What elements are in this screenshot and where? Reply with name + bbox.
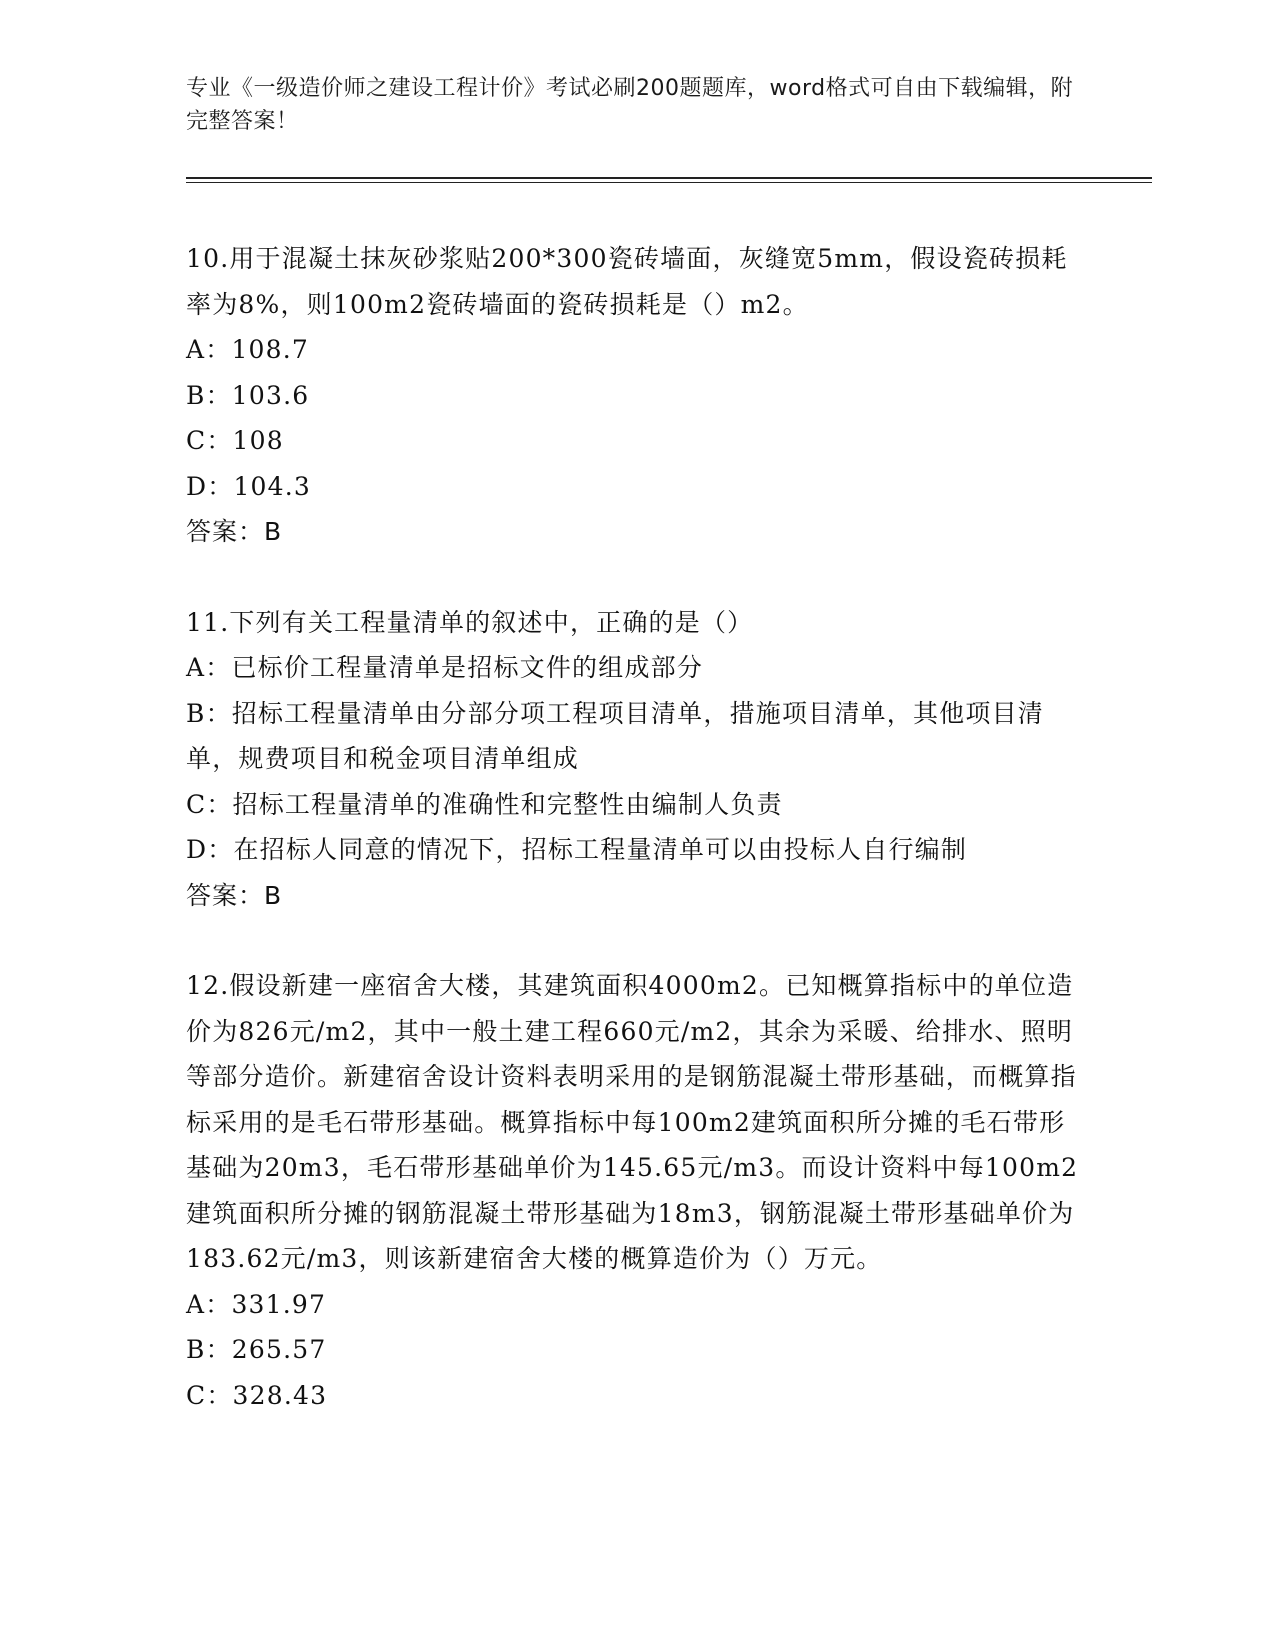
question-12 [186, 963, 1086, 1418]
question-stem: 10.用于混凝土抹灰砂浆贴200*300瓷砖墙面，灰缝宽5mm，假设瓷砖损耗率为8%，则100m2瓷砖墙面的瓷砖损耗是（）m2。 [186, 244, 1068, 319]
option-a: A：108.7 [186, 335, 310, 364]
document-header: 专业《一级造价师之建设工程计价》考试必刷200题题库，word格式可自由下载编辑，附完整答案！ [186, 76, 1074, 134]
question-stem: 11.下列有关工程量清单的叙述中，正确的是（） [186, 607, 754, 637]
question-stem: 12.假设新建一座宿舍大楼，其建筑面积4000m2。已知概算指标中的单位造价为826元/m2，其中一般土建工程660元/m2，其余为采暖、给排水、照明等部分造价。新建宿舍设计资料表明采用的是钢筋混凝土带形基础，而概算指标采用的是毛石带形基础。概算指标中每100m2建筑面积所分摊的毛石带形基础为20m3，毛石带形基础单价为145.65元/m3。而设计资料中每100m2建筑面积所分摊的钢筋混凝土带形基础为18m3，钢筋混凝土带形基础单价为183.62元/m3，则该新建宿舍大楼的概算造价为（）万元。 [186, 971, 1079, 1273]
question-10 [186, 236, 1086, 555]
option-c: C：招标工程量清单的准确性和完整性由编制人负责 [186, 789, 783, 819]
option-d: D：104.3 [186, 471, 312, 501]
question-11 [186, 600, 1086, 919]
option-d: D：在招标人同意的情况下，招标工程量清单可以由投标人自行编制 [186, 835, 968, 864]
answer-line: 答案：B [186, 517, 283, 546]
option-b: B：103.6 [186, 380, 310, 410]
answer-line: 答案：B [186, 880, 283, 910]
option-b: B：招标工程量清单由分部分项工程项目清单，措施项目清单，其他项目清单，规费项目和税金项目清单组成 [186, 698, 1044, 773]
question-list [186, 236, 1086, 1463]
option-c: C：328.43 [186, 1380, 328, 1410]
header-divider [186, 177, 1152, 183]
option-a: A：已标价工程量清单是招标文件的组成部分 [186, 653, 704, 682]
option-c: C：108 [186, 426, 284, 455]
option-a: A：331.97 [186, 1289, 327, 1319]
option-b: B：265.57 [186, 1335, 327, 1364]
